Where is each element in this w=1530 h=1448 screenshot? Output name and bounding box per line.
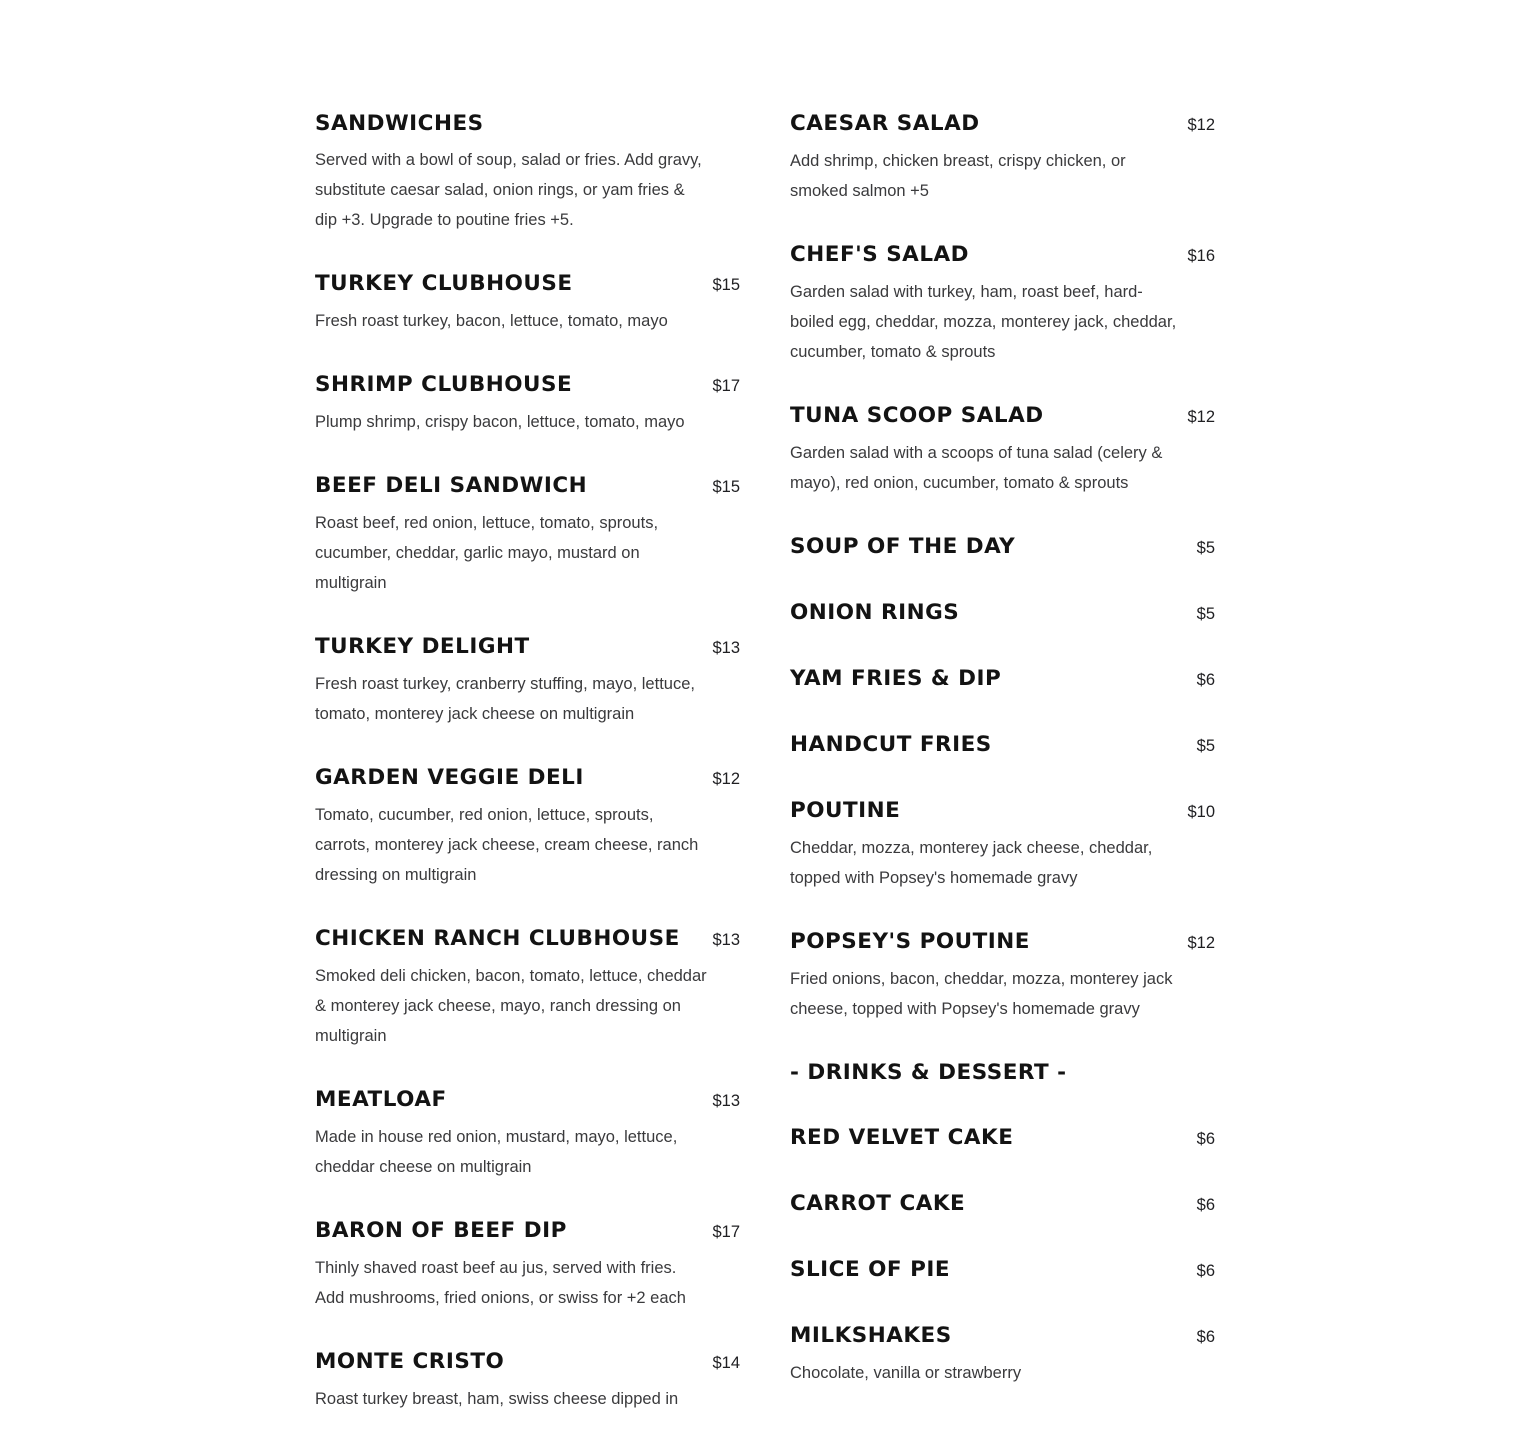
item-description: Roast turkey breast, ham, swiss cheese dipped in (315, 1390, 679, 1408)
menu-item-baron-of-beef-dip (315, 1216, 740, 1313)
menu-item-garden-veggie-deli (315, 763, 740, 890)
menu-item-popseys-poutine (790, 927, 1215, 1024)
item-name: BARON OF BEEF DIP (315, 1218, 567, 1243)
menu-item-chefs-salad (790, 240, 1215, 367)
item-name: TURKEY DELIGHT (315, 634, 530, 659)
item-description: Chocolate, vanilla or strawberry (790, 1364, 1022, 1382)
item-price: $12 (1187, 116, 1215, 134)
menu-item-onion-rings (790, 598, 1215, 629)
item-price: $13 (712, 1092, 740, 1110)
section-title: SANDWICHES (315, 111, 484, 136)
menu-item-tuna-scoop-salad (790, 401, 1215, 498)
menu-column-right (790, 109, 1215, 1448)
item-price: $10 (1187, 803, 1215, 821)
menu-item-slice-of-pie (790, 1255, 1215, 1286)
item-price: $13 (712, 931, 740, 949)
item-price: $12 (1187, 934, 1215, 952)
menu-item-soup-of-the-day (790, 532, 1215, 563)
item-name: SOUP OF THE DAY (790, 534, 1016, 559)
section-description: Served with a bowl of soup, salad or fries. Add gravy, substitute caesar salad, onion rings, or yam fries & dip +3. Upgrade to poutine fries +5. (315, 151, 702, 229)
item-price: $15 (712, 478, 740, 496)
item-name: SLICE OF PIE (790, 1257, 951, 1282)
item-description: Tomato, cucumber, red onion, lettuce, sprouts, carrots, monterey jack cheese, cream cheese, ranch dressing on multigrain (315, 806, 699, 884)
menu-item-beef-deli-sandwich (315, 471, 740, 598)
item-description: Cheddar, mozza, monterey jack cheese, cheddar, topped with Popsey's homemade gravy (790, 839, 1153, 887)
item-price: $15 (712, 276, 740, 294)
menu-item-handcut-fries (790, 730, 1215, 761)
item-name: ONION RINGS (790, 600, 960, 625)
section-title: - DRINKS & DESSERT - (790, 1060, 1067, 1085)
item-price: $14 (712, 1354, 740, 1372)
menu-item-milkshakes (790, 1321, 1215, 1388)
menu-item-monte-cristo (315, 1347, 740, 1414)
item-name: BEEF DELI SANDWICH (315, 473, 588, 498)
restaurant-menu (315, 0, 1215, 1448)
menu-item-turkey-clubhouse (315, 269, 740, 336)
menu-item-yam-fries-and-dip (790, 664, 1215, 695)
item-price: $17 (712, 377, 740, 395)
item-price: $12 (712, 770, 740, 788)
item-price: $6 (1196, 671, 1215, 689)
item-description: Plump shrimp, crispy bacon, lettuce, tomato, mayo (315, 413, 685, 431)
item-name: MONTE CRISTO (315, 1349, 505, 1374)
item-description: Add shrimp, chicken breast, crispy chicken, or smoked salmon +5 (790, 152, 1126, 200)
item-price: $5 (1196, 737, 1215, 755)
item-name: CARROT CAKE (790, 1191, 966, 1216)
menu-item-red-velvet-cake (790, 1123, 1215, 1154)
item-name: MILKSHAKES (790, 1323, 952, 1348)
menu-item-turkey-delight (315, 632, 740, 729)
item-name: HANDCUT FRIES (790, 732, 992, 757)
item-description: Roast beef, red onion, lettuce, tomato, sprouts, cucumber, cheddar, garlic mayo, mustard on multigrain (315, 514, 659, 592)
item-name: CHICKEN RANCH CLUBHOUSE (315, 926, 680, 951)
item-name: SHRIMP CLUBHOUSE (315, 372, 573, 397)
item-description: Garden salad with turkey, ham, roast beef, hard-boiled egg, cheddar, mozza, monterey jack, cheddar, cucumber, tomato & sprouts (790, 283, 1177, 361)
menu-item-carrot-cake (790, 1189, 1215, 1220)
item-name: MEATLOAF (315, 1087, 447, 1112)
item-description: Fried onions, bacon, cheddar, mozza, monterey jack cheese, topped with Popsey's homemade gravy (790, 970, 1173, 1018)
item-description: Garden salad with a scoops of tuna salad (celery & mayo), red onion, cucumber, tomato & sprouts (790, 444, 1163, 492)
menu-item-poutine (790, 796, 1215, 893)
menu-column-left (315, 109, 740, 1448)
menu-item-shrimp-clubhouse (315, 370, 740, 437)
item-name: RED VELVET CAKE (790, 1125, 1014, 1150)
item-price: $6 (1196, 1328, 1215, 1346)
item-description: Fresh roast turkey, bacon, lettuce, tomato, mayo (315, 312, 668, 330)
item-name: TUNA SCOOP SALAD (790, 403, 1044, 428)
menu-item-meatloaf (315, 1085, 740, 1182)
item-price: $17 (712, 1223, 740, 1241)
item-price: $5 (1196, 605, 1215, 623)
menu-item-caesar-salad (790, 109, 1215, 206)
item-price: $6 (1196, 1262, 1215, 1280)
item-name: POUTINE (790, 798, 901, 823)
item-name: TURKEY CLUBHOUSE (315, 271, 573, 296)
item-price: $16 (1187, 247, 1215, 265)
item-description: Thinly shaved roast beef au jus, served with fries. Add mushrooms, fried onions, or swiss for +2 each (315, 1259, 686, 1307)
item-price: $6 (1196, 1130, 1215, 1148)
section-drinks-and-dessert (790, 1058, 1215, 1088)
item-description: Smoked deli chicken, bacon, tomato, lettuce, cheddar & monterey jack cheese, mayo, ranch dressing on multigrain (315, 967, 707, 1045)
item-name: CAESAR SALAD (790, 111, 980, 136)
menu-item-chicken-ranch-clubhouse (315, 924, 740, 1051)
item-name: YAM FRIES & DIP (790, 666, 1002, 691)
item-price: $12 (1187, 408, 1215, 426)
item-description: Fresh roast turkey, cranberry stuffing, mayo, lettuce, tomato, monterey jack cheese on multigrain (315, 675, 695, 723)
item-name: GARDEN VEGGIE DELI (315, 765, 584, 790)
item-description: Made in house red onion, mustard, mayo, lettuce, cheddar cheese on multigrain (315, 1128, 678, 1176)
item-price: $5 (1196, 539, 1215, 557)
item-price: $13 (712, 639, 740, 657)
item-name: CHEF'S SALAD (790, 242, 970, 267)
section-sandwiches (315, 109, 740, 235)
item-price: $6 (1196, 1196, 1215, 1214)
item-name: POPSEY'S POUTINE (790, 929, 1030, 954)
